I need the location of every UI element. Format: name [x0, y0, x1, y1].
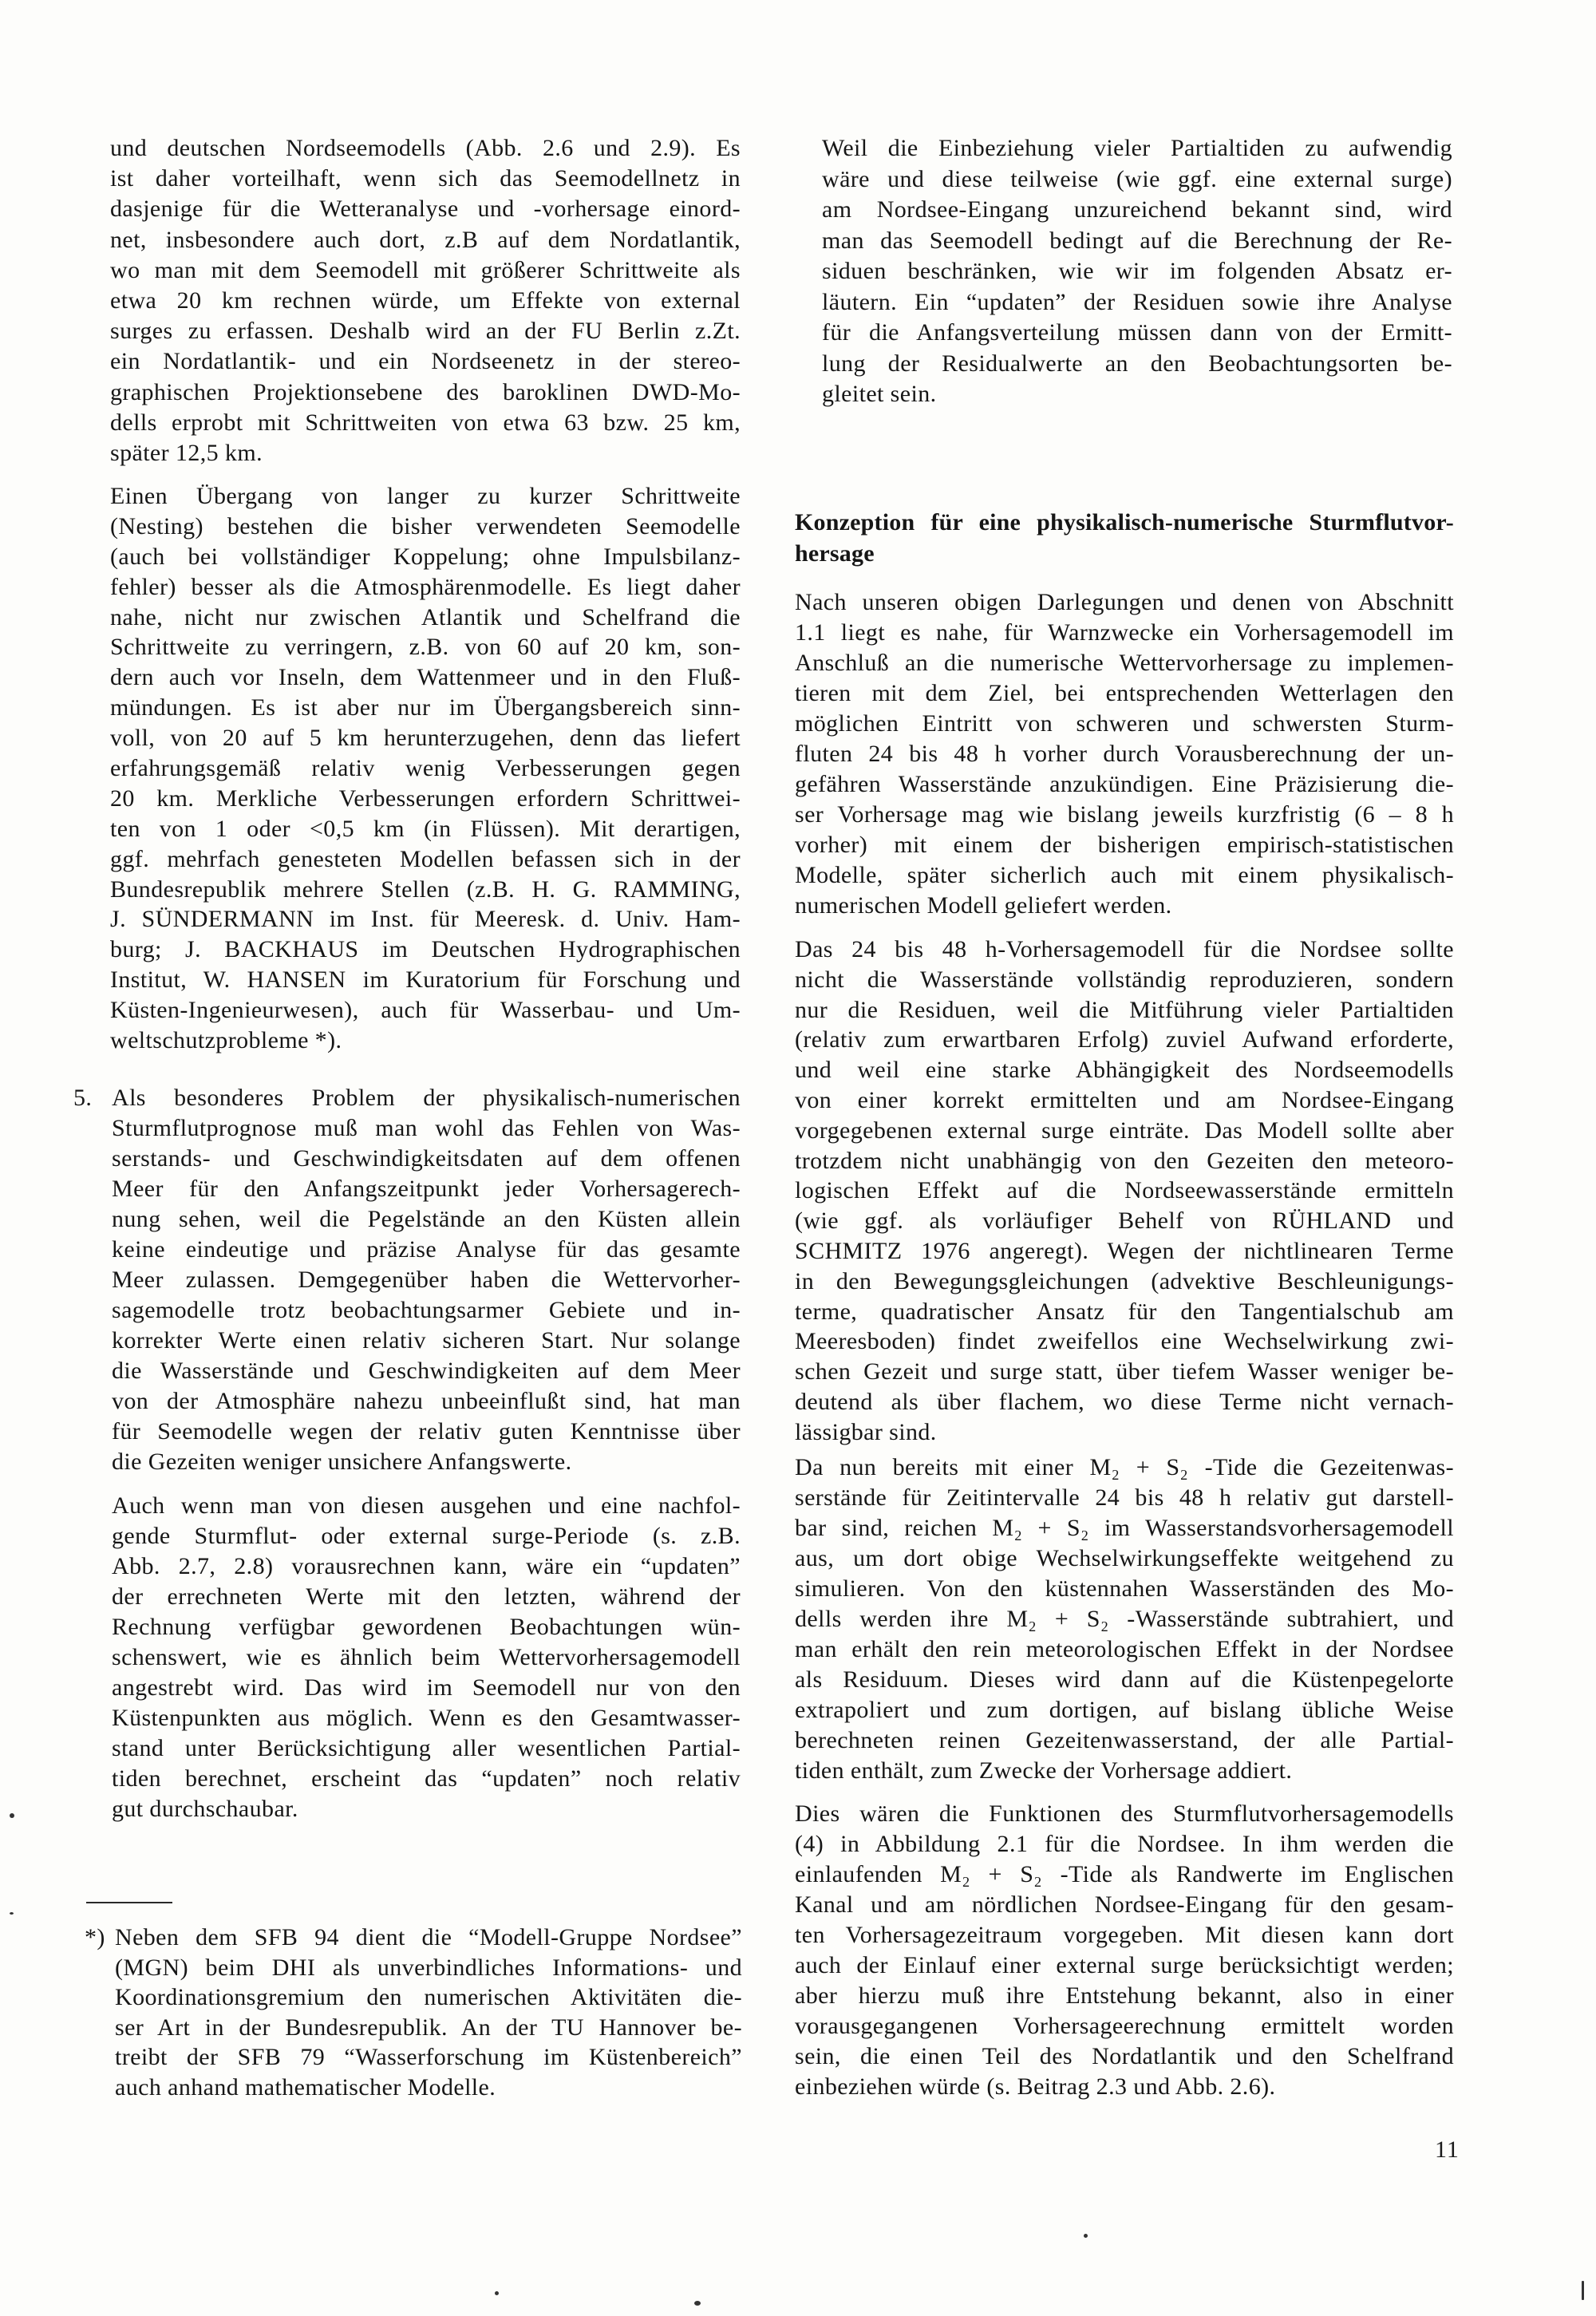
- heading-line: hersage: [795, 539, 875, 567]
- text-line: die Gezeiten weniger unsichere Anfangswerte.: [112, 1448, 572, 1475]
- text-line: erfahrungsgemäß relativ wenig Verbesserungen gegen: [110, 755, 741, 782]
- item-number: 5.: [73, 1085, 93, 1111]
- scan-speck: [1084, 2234, 1088, 2238]
- right-paragraph-3: [795, 935, 1454, 1448]
- text-line: burg; J. BACKHAUS im Deutschen Hydrographischen: [110, 936, 741, 963]
- text-line: gende Sturmflut- oder external surge-Periode (s. z.B.: [112, 1523, 741, 1549]
- text-line: voll, von 20 auf 5 km herunterzugehen, denn das liefert: [110, 725, 741, 752]
- text-line: Kanal und am nördlichen Nordsee-Eingang für den gesam-: [795, 1891, 1454, 1918]
- text-line: 1.1 liegt es nahe, für Warnzwecke ein Vorhersagemodell im: [795, 619, 1454, 646]
- right-paragraph-5: [795, 1799, 1454, 2102]
- text-line: (Nesting) bestehen die bisher verwendeten Seemodelle: [110, 512, 741, 539]
- text-line: ser Art in der Bundesrepublik. An der TU Hannover be-: [115, 2014, 742, 2041]
- text-line: Rechnung verfügbar gewordenen Beobachtungen wün-: [112, 1614, 741, 1640]
- text-line: ten Vorhersagezeitraum vorgegeben. Mit diesen kann dort: [795, 1922, 1454, 1948]
- text-line: Modelle, später sicherlich auch mit einem physikalisch-: [795, 862, 1454, 888]
- text-line: 20 km. Merkliche Verbesserungen erfordern Schrittwei-: [110, 785, 741, 812]
- text-line: vorgegebenen external surge einträte. Das Modell sollte aber: [795, 1117, 1454, 1144]
- text-line: Nach unseren obigen Darlegungen und denen von Abschnitt: [795, 589, 1454, 615]
- text-line: Das 24 bis 48 h-Vorhersagemodell für die Nordsee sollte: [795, 936, 1454, 962]
- scan-speck: [10, 1912, 14, 1915]
- text-line: nicht die Wasserstände vollständig reproduzieren, sondern: [795, 966, 1454, 993]
- text-line: Meer für den Anfangszeitpunkt jeder Vorhersagerech-: [112, 1176, 741, 1202]
- text-line: Dies wären die Funktionen des Sturmflutvorhersagemodells: [795, 1800, 1454, 1827]
- text-line: später 12,5 km.: [110, 439, 263, 466]
- text-line: extrapoliert und zum dortigen, auf bislang übliche Weise: [795, 1697, 1454, 1723]
- right-paragraph-1: [822, 133, 1452, 410]
- text-line: angestrebt wird. Das wird im Seemodell nur von den: [112, 1674, 741, 1701]
- text-line: gefähren Wasserstände anzukündigen. Eine Präzisierung die-: [795, 771, 1454, 797]
- scan-speck: [1582, 2281, 1584, 2300]
- text-line: am Nordsee-Eingang unzureichend bekannt sind, wird: [822, 196, 1452, 223]
- text-line: Institut, W. HANSEN im Kuratorium für Forschung und: [110, 966, 741, 994]
- scan-speck: [495, 2291, 499, 2295]
- text-line: trotzdem nicht unabhängig von den Gezeiten den meteoro-: [795, 1147, 1454, 1174]
- text-line: auch anhand mathematischer Modelle.: [115, 2073, 496, 2101]
- text-line: (MGN) beim DHI als unverbindliches Informations- und: [115, 1954, 742, 1981]
- text-line: sein, die einen Teil des Nordatlantik und den Schelfrand: [795, 2043, 1454, 2069]
- text-line: einbeziehen würde (s. Beitrag 2.3 und Abb. 2.6).: [795, 2073, 1276, 2100]
- text-line: (relativ zum erwartbaren Erfolg) zuviel Aufwand erforderte,: [795, 1026, 1454, 1053]
- text-line: Sturmflutprognose muß man wohl das Fehlen von Was-: [112, 1115, 741, 1141]
- text-line: nahe, nicht nur zwischen Atlantik und Schelfrand die: [110, 603, 741, 630]
- text-line: ist daher vorteilhaft, wenn sich das Seemodellnetz in: [110, 165, 741, 192]
- text-line: bar sind, reichen M₂ + S₂ im Wasserstandsvorhersagemodell: [795, 1515, 1454, 1541]
- text-line: dells erprobt mit Schrittweiten von etwa 63 bzw. 25 km,: [110, 409, 741, 436]
- text-line: Abb. 2.7, 2.8) vorausrechnen kann, wäre ein “updaten”: [112, 1553, 741, 1579]
- text-line: serstands- und Geschwindigkeitsdaten auf dem offenen: [112, 1145, 741, 1172]
- right-paragraph-4: [795, 1452, 1454, 1786]
- text-line: ein Nordatlantik- und ein Nordseenetz in der stereo-: [110, 348, 741, 375]
- text-line: Meer zulassen. Demgegenüber haben die Wettervorher-: [112, 1267, 741, 1293]
- text-line: Koordinationsgremium den numerischen Aktivitäten die-: [115, 1984, 742, 2011]
- text-line: terme, quadratischer Ansatz für den Tangentialschub am: [795, 1298, 1454, 1325]
- text-line: Küstenpunkten aus möglich. Wenn es den Gesamtwasser-: [112, 1705, 741, 1731]
- text-line: etwa 20 km rechnen würde, um Effekte von external: [110, 287, 741, 314]
- text-line: logischen Effekt auf die Nordseewasserstände ermitteln: [795, 1177, 1454, 1204]
- text-line: graphischen Projektionsebene des baroklinen DWD-Mo-: [110, 378, 741, 405]
- text-line: Bundesrepublik mehrere Stellen (z.B. H. G. RAMMING,: [110, 875, 741, 903]
- heading-line: Konzeption für eine physikalisch-numerische Sturmflutvor-: [795, 509, 1454, 536]
- text-line: Neben dem SFB 94 dient die “Modell-Gruppe Nordsee”: [115, 1924, 742, 1950]
- text-line: ser Vorhersage mag wie bislang jeweils kurzfristig (6 – 8 h: [795, 801, 1454, 828]
- text-line: vorausgegangenen Vorhersageerechnung ermittelt worden: [795, 2013, 1454, 2039]
- text-line: berechneten reinen Gezeitenwasserstand, der alle Partial-: [795, 1727, 1454, 1753]
- text-line: auch der Einlauf einer external surge berücksichtigt werden;: [795, 1952, 1454, 1978]
- text-line: man das Seemodell bedingt auf die Berechnung der Re-: [822, 227, 1452, 254]
- text-line: Meeresboden) findet zweifellos eine Wechselwirkung zwi-: [795, 1328, 1454, 1355]
- text-line: für Seemodelle wegen der relativ guten Kenntnisse über: [112, 1418, 741, 1445]
- text-line: als Residuum. Dieses wird dann auf die Küstenpegelorte: [795, 1666, 1454, 1693]
- text-line: net, insbesondere auch dort, z.B auf dem Nordatlantik,: [110, 226, 741, 253]
- text-line: schen Gezeit und surge statt, über tiefem Wasser weniger be-: [795, 1358, 1454, 1385]
- text-line: numerischen Modell geliefert werden.: [795, 892, 1172, 919]
- footnote: [85, 1923, 742, 2103]
- text-line: dern auch vor Inseln, dem Wattenmeer und in den Fluß-: [110, 664, 741, 691]
- text-line: (4) in Abbildung 2.1 für die Nordsee. In ihm werden die: [795, 1831, 1454, 1857]
- text-line: fluten 24 bis 48 h vorher durch Vorausberechnung der un-: [795, 741, 1454, 767]
- text-line: tiden enthält, zum Zwecke der Vorhersage addiert.: [795, 1757, 1293, 1784]
- text-line: dasjenige für die Wetteranalyse und -vorhersage einord-: [110, 196, 741, 223]
- text-line: man erhält den rein meteorologischen Effekt in der Nordsee: [795, 1636, 1454, 1662]
- text-line: gleitet sein.: [822, 381, 937, 407]
- text-line: (wie ggf. als vorläufiger Behelf von RÜHLAND und: [795, 1207, 1454, 1235]
- text-line: tiden berechnet, erscheint das “updaten” noch relativ: [112, 1765, 741, 1792]
- text-line: Einen Übergang von langer zu kurzer Schrittweite: [110, 483, 741, 509]
- text-line: in den Bewegungsgleichungen (advektive Beschleunigungs-: [795, 1267, 1454, 1294]
- text-line: läutern. Ein “updaten” der Residuen sowie ihre Analyse: [822, 288, 1452, 315]
- text-line: aus, um dort obige Wechselwirkungseffekte weitgehend zu: [795, 1545, 1454, 1571]
- text-line: weltschutzprobleme *).: [110, 1027, 342, 1054]
- text-line: dells werden ihre M₂ + S₂ -Wasserstände subtrahiert, und: [795, 1606, 1454, 1632]
- text-line: Küsten-Ingenieurwesen), auch für Wasserbau- und Um-: [110, 997, 741, 1024]
- text-line: serstände für Zeitintervalle 24 bis 48 h relativ gut darstell-: [795, 1484, 1454, 1511]
- text-line: für die Anfangsverteilung müssen dann von der Ermitt-: [822, 319, 1452, 346]
- left-paragraph-1: [110, 133, 741, 468]
- text-line: vorher) mit einem der bisherigen empirisch-statistischen: [795, 832, 1454, 858]
- scan-speck: [10, 1813, 14, 1818]
- text-line: ten von 1 oder <0,5 km (in Flüssen). Mit derartigen,: [110, 815, 741, 842]
- left-paragraph-4: [112, 1491, 741, 1824]
- text-line: wo man mit dem Seemodell mit größerer Schrittweite als: [110, 256, 741, 283]
- text-line: Anschluß an die numerische Wettervorhersage zu implemen-: [795, 650, 1454, 676]
- text-line: stand unter Berücksichtigung aller wesentlichen Partial-: [112, 1735, 741, 1761]
- text-line: (auch bei vollständiger Koppelung; ohne Impulsbilanz-: [110, 543, 741, 570]
- section-heading: [795, 508, 1454, 569]
- text-line: nung sehen, weil die Pegelstände an den Küsten allein: [112, 1206, 741, 1232]
- text-line: ggf. mehrfach genesteten Modellen befassen sich in der: [110, 845, 741, 872]
- text-line: schenswert, wie es ähnlich beim Wettervorhersagemodell: [112, 1644, 741, 1670]
- text-line: der errechneten Werte mit den letzten, während der: [112, 1583, 741, 1610]
- text-line: deutend als über flachem, wo diese Terme nicht vernach-: [795, 1388, 1454, 1415]
- text-line: möglichen Eintritt von schweren und schwersten Sturm-: [795, 710, 1454, 737]
- text-line: die Wasserstände und Geschwindigkeiten auf dem Meer: [112, 1358, 741, 1384]
- text-line: keine eindeutige und präzise Analyse für das gesamte: [112, 1236, 741, 1263]
- text-line: Auch wenn man von diesen ausgehen und eine nachfol-: [112, 1492, 741, 1519]
- text-line: tieren mit dem Ziel, bei entsprechenden Wetterlagen den: [795, 680, 1454, 706]
- text-line: lässigbar sind.: [795, 1418, 937, 1445]
- text-line: simulieren. Von den küstennahen Wasserständen des Mo-: [795, 1575, 1454, 1602]
- text-line: wäre und diese teilweise (wie ggf. eine external surge): [822, 165, 1452, 192]
- page-number: 11: [1435, 2136, 1460, 2163]
- text-line: und weil eine starke Abhängigkeit des Nordseemodells: [795, 1057, 1454, 1084]
- text-line: von einer korrekt ermittelten und am Nordsee-Eingang: [795, 1086, 1454, 1113]
- text-line: nur die Residuen, weil die Mitführung vieler Partialtiden: [795, 996, 1454, 1023]
- text-line: korrekter Werte einen relativ sicheren Start. Nur solange: [112, 1327, 741, 1354]
- text-line: SCHMITZ 1976 angeregt). Wegen der nichtlinearen Terme: [795, 1237, 1454, 1264]
- text-line: von der Atmosphäre nahezu unbeeinflußt sind, hat man: [112, 1388, 741, 1414]
- footnote-marker: *): [85, 1924, 105, 1950]
- text-line: lung der Residualwerte an den Beobachtungsorten be-: [822, 350, 1452, 377]
- text-line: aber hierzu muß ihre Entstehung bekannt, also in einer: [795, 1982, 1454, 2009]
- numbered-item-5: [73, 1083, 741, 1477]
- left-paragraph-2: [110, 481, 741, 1056]
- text-line: und deutschen Nordseemodells (Abb. 2.6 und 2.9). Es: [110, 135, 741, 161]
- text-line: surges zu erfassen. Deshalb wird an der FU Berlin z.Zt.: [110, 318, 741, 345]
- text-line: Als besonderes Problem der physikalisch-numerischen: [112, 1085, 741, 1111]
- scan-speck: [694, 2301, 701, 2306]
- text-line: treibt der SFB 79 “Wasserforschung im Küstenbereich”: [115, 2044, 742, 2071]
- footnote-rule: [86, 1902, 172, 1903]
- right-paragraph-2: [795, 587, 1454, 921]
- text-line: sagemodelle trotz beobachtungsarmer Gebiete und in-: [112, 1297, 741, 1323]
- text-line: siduen beschränken, wie wir im folgenden Absatz er-: [822, 258, 1452, 284]
- text-line: Da nun bereits mit einer M₂ + S₂ -Tide die Gezeitenwas-: [795, 1454, 1454, 1480]
- text-line: fehler) besser als die Atmosphärenmodelle. Es liegt daher: [110, 573, 741, 600]
- text-line: Weil die Einbeziehung vieler Partialtiden zu aufwendig: [822, 135, 1452, 161]
- text-line: gut durchschaubar.: [112, 1796, 298, 1822]
- text-line: mündungen. Es ist aber nur im Übergangsbereich sinn-: [110, 694, 741, 721]
- text-line: Schrittweite zu verringern, z.B. von 60 auf 20 km, son-: [110, 634, 741, 661]
- text-line: einlaufenden M₂ + S₂ -Tide als Randwerte im Englischen: [795, 1861, 1454, 1887]
- text-line: J. SÜNDERMANN im Inst. für Meeresk. d. Univ. Ham-: [110, 906, 741, 933]
